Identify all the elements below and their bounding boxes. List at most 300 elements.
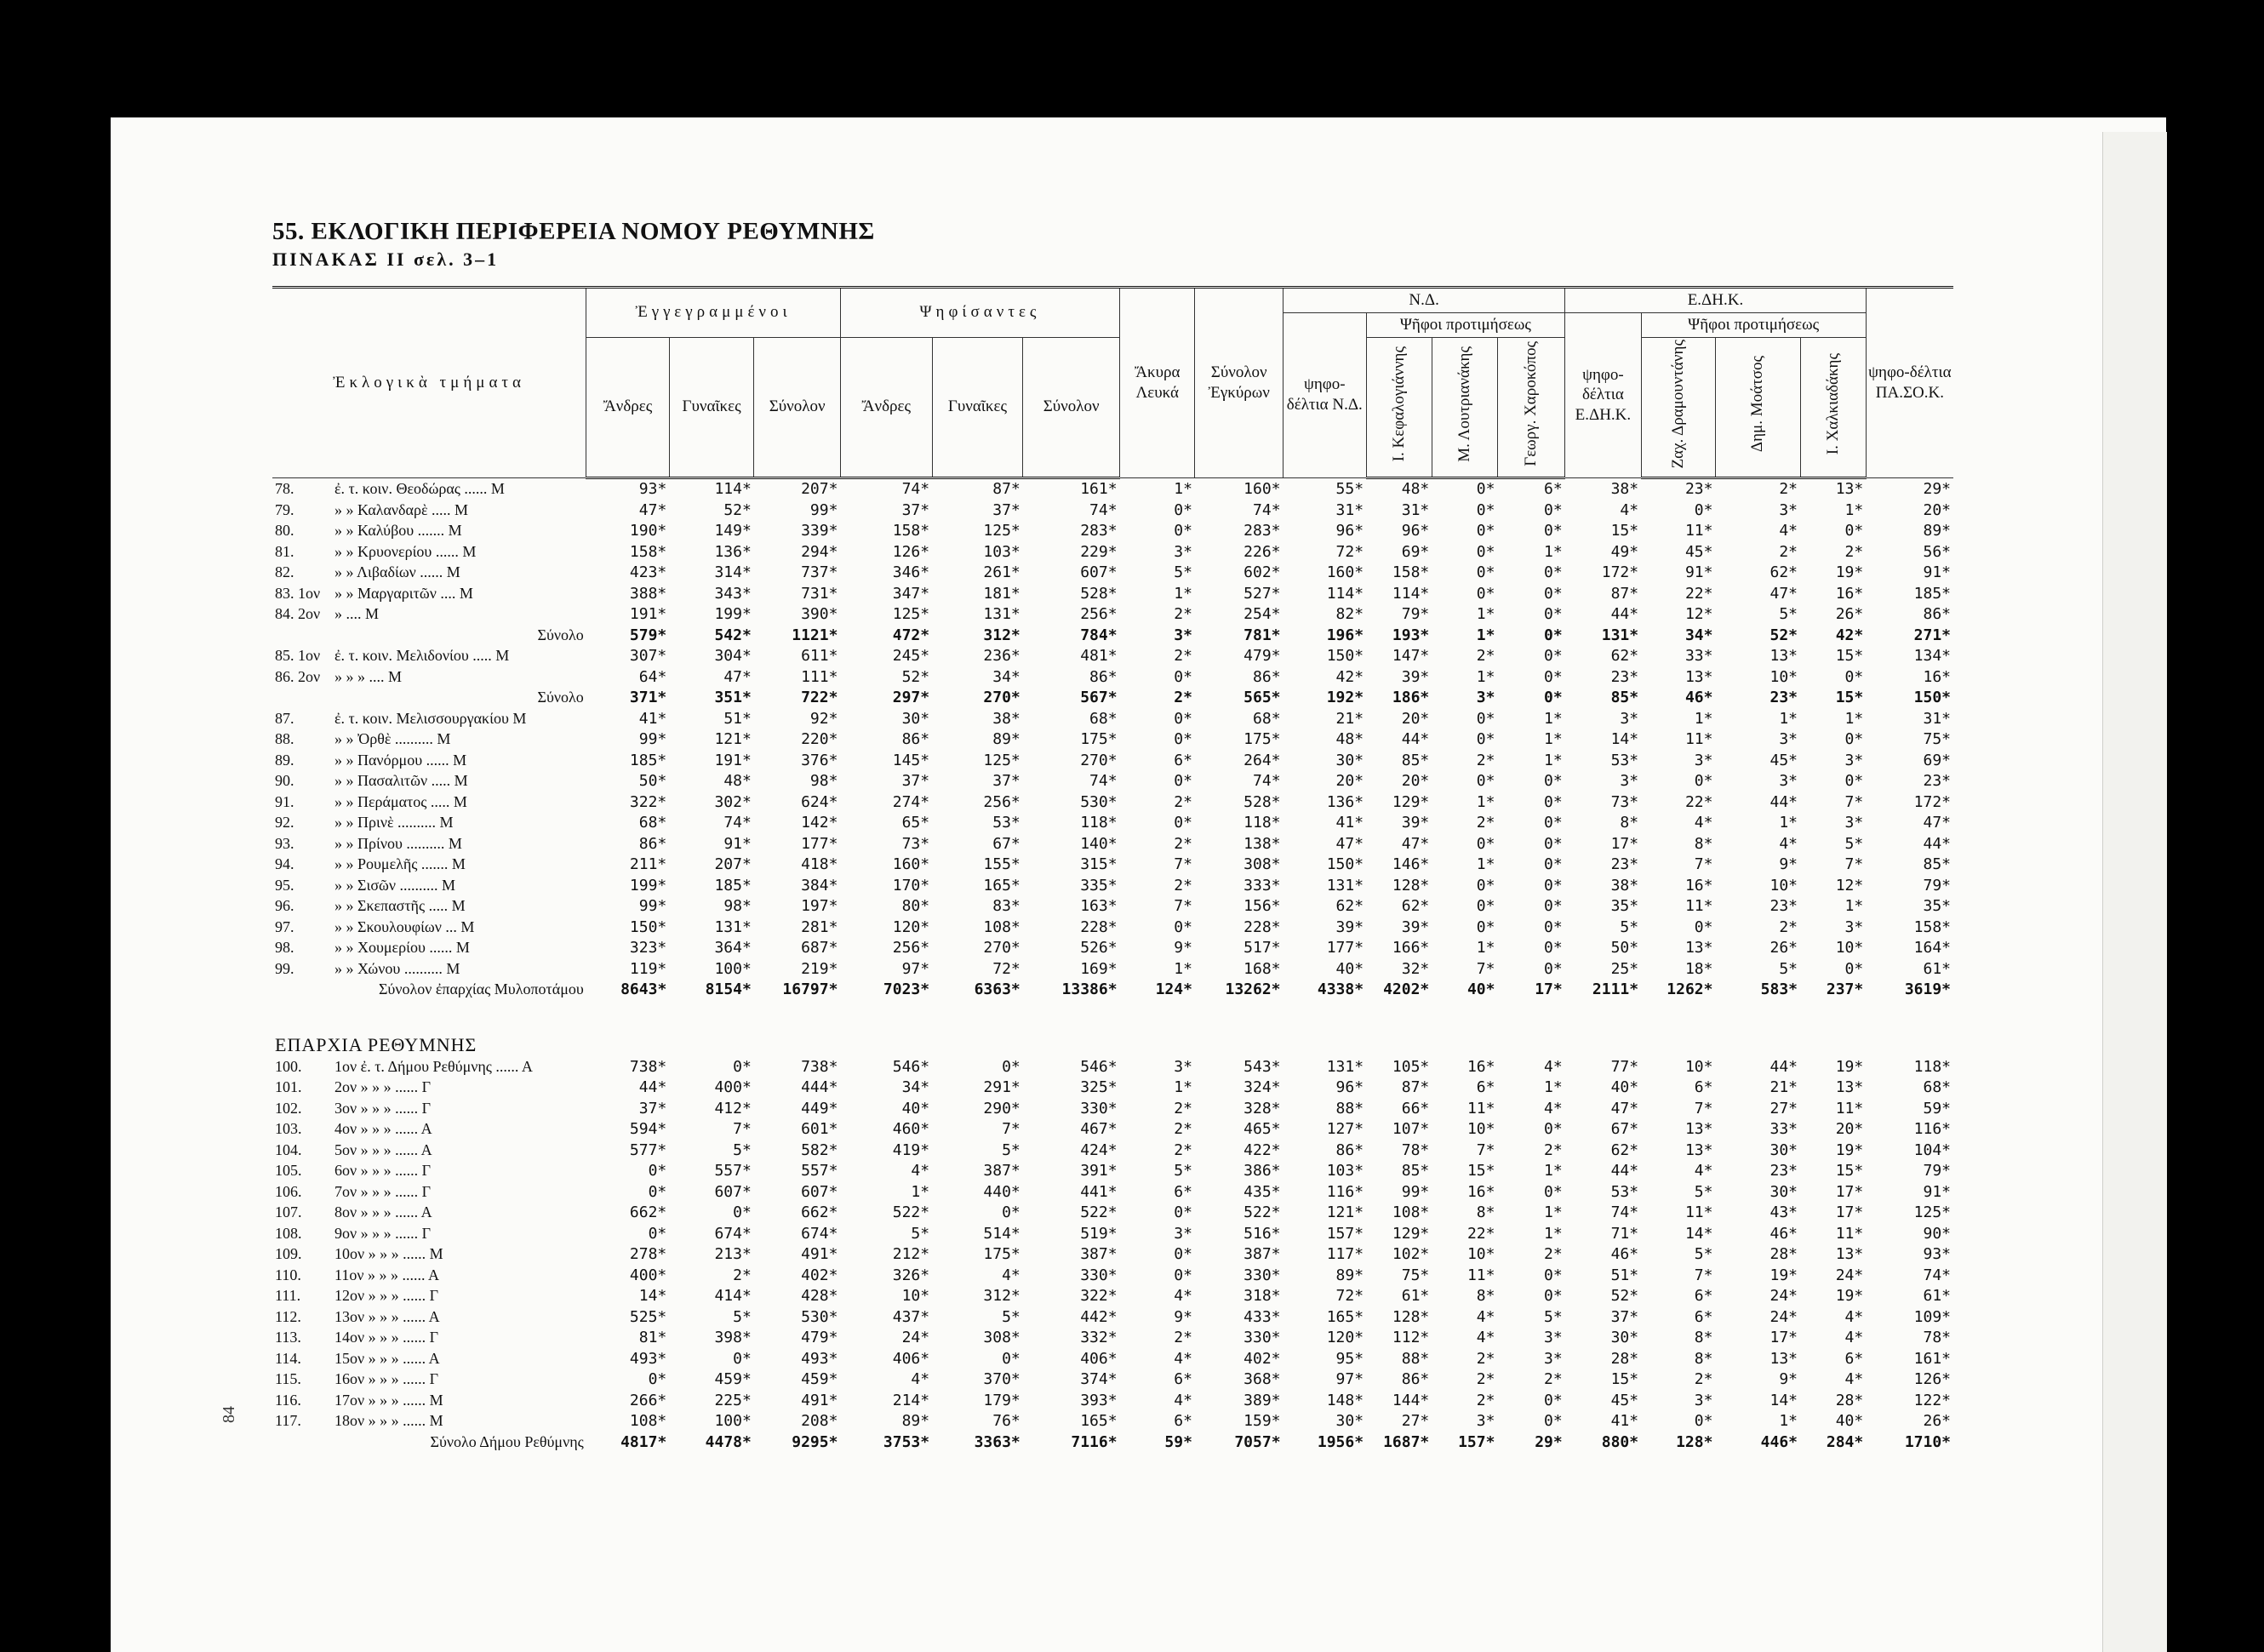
value-cell: 118* xyxy=(1243,814,1281,832)
section-name: » » Ρουμελῆς ....... Μ xyxy=(334,855,466,873)
value-cell: 17* xyxy=(1835,1203,1864,1222)
value-cell: 8* xyxy=(1476,1287,1495,1306)
value-cell: 2* xyxy=(1544,1245,1563,1264)
value-cell: 0* xyxy=(1544,814,1563,832)
value-cell: 687* xyxy=(801,939,838,957)
value-cell: 74* xyxy=(1610,1203,1639,1222)
value-cell: 97* xyxy=(901,959,930,978)
section-label xyxy=(272,1306,586,1328)
value-cell: 11* xyxy=(1684,897,1713,916)
table-row xyxy=(272,1286,1953,1307)
header-ballots-pasok: ψηφο-δέλτια ΠΑ.ΣΟ.Κ. xyxy=(1866,288,1953,478)
value-cell: 136* xyxy=(714,542,752,561)
section-name: » » Μαργαριτῶν .... Μ xyxy=(334,584,473,602)
value-cell: 20* xyxy=(1923,500,1951,519)
section-label xyxy=(272,583,586,604)
value-cell: 2* xyxy=(1174,1140,1192,1159)
value-cell: 30* xyxy=(1610,1329,1639,1347)
value-cell: 0* xyxy=(1544,959,1563,978)
value-cell: 27* xyxy=(1401,1412,1430,1431)
value-cell: 150* xyxy=(629,917,667,936)
value-cell: 67* xyxy=(1610,1120,1639,1139)
value-cell: 82* xyxy=(1335,605,1364,624)
value-cell: 368* xyxy=(1243,1370,1281,1389)
value-cell: 8* xyxy=(1694,1329,1713,1347)
section-name: 14ον » » » ...... Γ xyxy=(334,1329,439,1346)
value-cell: 72* xyxy=(1335,1287,1364,1306)
value-cell: 2* xyxy=(1174,689,1192,707)
value-cell: 213* xyxy=(714,1245,752,1264)
table-row xyxy=(272,958,1953,980)
value-cell: 22* xyxy=(1684,584,1713,603)
value-cell: 278* xyxy=(629,1245,667,1264)
value-cell: 26* xyxy=(1769,939,1798,957)
value-cell: 74* xyxy=(1089,500,1118,519)
value-cell: 2111* xyxy=(1592,980,1639,999)
value-cell: 493* xyxy=(801,1349,838,1368)
value-cell: 119* xyxy=(629,959,667,978)
value-cell: 0* xyxy=(1476,897,1495,916)
row-number: 115. xyxy=(275,1370,301,1388)
value-cell: 5* xyxy=(1544,1307,1563,1326)
value-cell: 391* xyxy=(1080,1162,1118,1180)
value-cell: 5* xyxy=(1844,834,1864,853)
value-cell: 80* xyxy=(901,897,930,916)
value-cell: 8* xyxy=(1476,1203,1495,1222)
value-cell: 131* xyxy=(983,605,1021,624)
value-cell: 0* xyxy=(1174,1245,1192,1264)
section-label xyxy=(272,1161,586,1182)
value-cell: 207* xyxy=(714,855,752,874)
value-cell: 1* xyxy=(1844,500,1864,519)
row-number: 90. xyxy=(275,772,294,790)
value-cell: 0* xyxy=(1476,917,1495,936)
table-row xyxy=(272,813,1953,834)
value-cell: 109* xyxy=(1913,1307,1951,1326)
value-cell: 31* xyxy=(1335,500,1364,519)
row-number: 112. xyxy=(275,1307,301,1325)
section-label xyxy=(272,1390,586,1411)
value-cell: 126* xyxy=(892,542,930,561)
value-cell: 6* xyxy=(1694,1078,1713,1097)
value-cell: 86* xyxy=(1401,1370,1430,1389)
row-number: 110. xyxy=(275,1266,301,1283)
value-cell: 93* xyxy=(638,480,667,499)
value-cell: 607* xyxy=(714,1182,752,1201)
value-cell: 208* xyxy=(801,1412,838,1431)
value-cell: 23* xyxy=(1769,1162,1798,1180)
section-name: ἐ. τ. κοιν. Μελισσουργακίου Μ xyxy=(334,709,527,727)
value-cell: 61* xyxy=(1923,1287,1951,1306)
value-cell: 0* xyxy=(733,1057,752,1076)
value-cell: 4* xyxy=(1694,1162,1713,1180)
value-cell: 89* xyxy=(901,1412,930,1431)
value-cell: 0* xyxy=(1544,834,1563,853)
value-cell: 2* xyxy=(1476,1349,1495,1368)
value-cell: 86* xyxy=(1253,667,1281,686)
header-candidate-dramountanis: Ζαχ. Δραμουντάνης xyxy=(1641,337,1715,477)
value-cell: 166* xyxy=(1392,939,1430,957)
value-cell: 75* xyxy=(1923,730,1951,749)
value-cell: 722* xyxy=(801,689,838,707)
value-cell: 83* xyxy=(992,897,1021,916)
value-cell: 433* xyxy=(1243,1307,1281,1326)
value-cell: 328* xyxy=(1243,1099,1281,1118)
value-cell: 1* xyxy=(1779,709,1798,728)
value-cell: 79* xyxy=(1923,876,1951,895)
value-cell: 322* xyxy=(1080,1287,1118,1306)
value-cell: 261* xyxy=(983,563,1021,582)
value-cell: 156* xyxy=(1243,897,1281,916)
value-cell: 28* xyxy=(1769,1245,1798,1264)
section-name: 2ον » » » ...... Γ xyxy=(334,1078,432,1096)
value-cell: 226* xyxy=(1243,542,1281,561)
value-cell: 52* xyxy=(723,500,752,519)
value-cell: 0* xyxy=(1544,584,1563,603)
value-cell: 65* xyxy=(901,814,930,832)
value-cell: 157* xyxy=(1458,1432,1495,1451)
value-cell: 4202* xyxy=(1383,980,1430,999)
value-cell: 39* xyxy=(1401,667,1430,686)
value-cell: 4* xyxy=(1620,500,1639,519)
value-cell: 0* xyxy=(1174,772,1192,791)
value-cell: 2* xyxy=(1694,1370,1713,1389)
value-cell: 158* xyxy=(892,522,930,540)
header-candidate-charokopos: Γεωργ. Χαροκόπος xyxy=(1497,337,1564,477)
value-cell: 102* xyxy=(1392,1245,1430,1264)
row-number: 93. xyxy=(275,834,294,852)
value-cell: 0* xyxy=(1174,730,1192,749)
section-label xyxy=(272,938,586,959)
table-row xyxy=(272,1203,1953,1224)
table-row xyxy=(272,541,1953,563)
value-cell: 0* xyxy=(1544,855,1563,874)
value-cell: 308* xyxy=(983,1329,1021,1347)
value-cell: 3* xyxy=(1544,1349,1563,1368)
value-cell: 435* xyxy=(1243,1182,1281,1201)
value-cell: 45* xyxy=(1769,751,1798,769)
value-cell: 784* xyxy=(1080,626,1118,644)
section-label xyxy=(272,771,586,792)
row-number: 91. xyxy=(275,792,294,810)
subtotal-row xyxy=(272,625,1953,646)
value-cell: 30* xyxy=(901,709,930,728)
section-label xyxy=(272,1119,586,1140)
value-cell: 158* xyxy=(629,542,667,561)
value-cell: 40* xyxy=(1610,1078,1639,1097)
row-number: 103. xyxy=(275,1120,302,1138)
value-cell: 1* xyxy=(1476,792,1495,811)
value-cell: 2* xyxy=(1174,647,1192,666)
value-cell: 31* xyxy=(1401,500,1430,519)
value-cell: 4* xyxy=(1694,814,1713,832)
value-cell: 71* xyxy=(1610,1224,1639,1243)
value-cell: 339* xyxy=(801,522,838,540)
value-cell: 44* xyxy=(1769,792,1798,811)
row-number: 116. xyxy=(275,1391,301,1409)
value-cell: 1* xyxy=(1174,584,1192,603)
value-cell: 3* xyxy=(1694,1391,1713,1409)
value-cell: 522* xyxy=(1243,1203,1281,1222)
value-cell: 557* xyxy=(714,1162,752,1180)
value-cell: 7057* xyxy=(1234,1432,1281,1451)
value-cell: 781* xyxy=(1243,626,1281,644)
value-cell: 62* xyxy=(1610,647,1639,666)
value-cell: 59* xyxy=(1923,1099,1951,1118)
value-cell: 0* xyxy=(1174,667,1192,686)
value-cell: 90* xyxy=(1923,1224,1951,1243)
value-cell: 24* xyxy=(901,1329,930,1347)
section-name: » » Ὀρθὲ .......... Μ xyxy=(334,730,451,748)
header-registered-total: Σύνολον xyxy=(754,337,841,477)
table-row xyxy=(272,1223,1953,1244)
section-name: 9ον » » » ...... Γ xyxy=(334,1224,432,1242)
value-cell: 271* xyxy=(1913,626,1951,644)
value-cell: 48* xyxy=(723,772,752,791)
value-cell: 0* xyxy=(1174,500,1192,519)
subtotal-row xyxy=(272,688,1953,709)
value-cell: 197* xyxy=(801,897,838,916)
value-cell: 491* xyxy=(801,1245,838,1264)
value-cell: 674* xyxy=(801,1224,838,1243)
value-cell: 5* xyxy=(911,1224,930,1243)
value-cell: 48* xyxy=(1335,730,1364,749)
value-cell: 3* xyxy=(1620,772,1639,791)
value-cell: 414* xyxy=(714,1287,752,1306)
value-cell: 29* xyxy=(1923,479,1951,498)
value-cell: 9* xyxy=(1779,1370,1798,1389)
value-cell: 59* xyxy=(1164,1432,1192,1451)
value-cell: 11* xyxy=(1835,1224,1864,1243)
section-name: ἐ. τ. κοιν. Μελιδονίου ..... Μ xyxy=(334,647,510,665)
section-name: Σύνολο xyxy=(537,626,584,643)
value-cell: 662* xyxy=(801,1203,838,1222)
value-cell: 0* xyxy=(1844,522,1864,540)
value-cell: 7* xyxy=(1694,1099,1713,1118)
row-number: 108. xyxy=(275,1224,302,1242)
value-cell: 446* xyxy=(1760,1432,1798,1451)
value-cell: 121* xyxy=(1326,1203,1364,1222)
section-heading: ΕΠΑΡΧΙΑ ΡΕΘΥΜΝΗΣ xyxy=(275,1034,477,1055)
value-cell: 516* xyxy=(1243,1224,1281,1243)
header-edik-preference: Ψῆφοι προτιμήσεως xyxy=(1641,312,1866,337)
value-cell: 92* xyxy=(809,709,838,728)
value-cell: 49* xyxy=(1610,542,1639,561)
value-cell: 330* xyxy=(1243,1266,1281,1284)
value-cell: 43* xyxy=(1769,1203,1798,1222)
value-cell: 4* xyxy=(1844,1370,1864,1389)
value-cell: 6* xyxy=(1174,1412,1192,1431)
value-cell: 114* xyxy=(1392,584,1430,603)
value-cell: 86* xyxy=(901,730,930,749)
value-cell: 3* xyxy=(1844,917,1864,936)
value-cell: 81* xyxy=(638,1329,667,1347)
row-number: 84. 2ον xyxy=(275,605,321,623)
value-cell: 441* xyxy=(1080,1182,1118,1201)
value-cell: 412* xyxy=(714,1099,752,1118)
table-row xyxy=(272,1411,1953,1432)
table-row xyxy=(272,583,1953,604)
value-cell: 4* xyxy=(1844,1307,1864,1326)
value-cell: 1956* xyxy=(1317,1432,1364,1451)
value-cell: 479* xyxy=(801,1329,838,1347)
value-cell: 530* xyxy=(1080,792,1118,811)
value-cell: 2* xyxy=(1544,1370,1563,1389)
value-cell: 0* xyxy=(1476,834,1495,853)
value-cell: 624* xyxy=(801,792,838,811)
section-name: 4ον » » » ...... Α xyxy=(334,1120,432,1138)
section-label xyxy=(272,729,586,751)
value-cell: 23* xyxy=(1610,667,1639,686)
value-cell: 543* xyxy=(1243,1057,1281,1076)
row-number: 96. xyxy=(275,897,294,915)
value-cell: 99* xyxy=(809,500,838,519)
value-cell: 5* xyxy=(1002,1140,1021,1159)
section-label xyxy=(272,1203,586,1224)
value-cell: 2* xyxy=(1476,1391,1495,1409)
value-cell: 3* xyxy=(1779,772,1798,791)
value-cell: 374* xyxy=(1080,1370,1118,1389)
value-cell: 0* xyxy=(1544,1391,1563,1409)
section-name: » » Κρυονερίου ...... Μ xyxy=(334,542,477,560)
section-label xyxy=(272,708,586,729)
subtotal-label xyxy=(272,688,586,709)
value-cell: 114* xyxy=(714,480,752,499)
value-cell: 13* xyxy=(1684,1140,1713,1159)
value-cell: 87* xyxy=(1610,584,1639,603)
section-name: » » Πασαλιτῶν ..... Μ xyxy=(334,772,468,790)
value-cell: 3* xyxy=(1476,689,1495,707)
value-cell: 326* xyxy=(892,1266,930,1284)
value-cell: 69* xyxy=(1923,751,1951,769)
value-cell: 46* xyxy=(1684,689,1713,707)
value-cell: 25* xyxy=(1610,959,1639,978)
header-voted: Ψηφίσαντες xyxy=(840,288,1119,338)
value-cell: 880* xyxy=(1601,1432,1639,1451)
value-cell: 731* xyxy=(801,584,838,603)
value-cell: 150* xyxy=(1913,689,1951,707)
value-cell: 21* xyxy=(1769,1078,1798,1097)
value-cell: 47* xyxy=(1610,1099,1639,1118)
value-cell: 314* xyxy=(714,563,752,582)
value-cell: 72* xyxy=(992,959,1021,978)
value-cell: 98* xyxy=(809,772,838,791)
value-cell: 108* xyxy=(1392,1203,1430,1222)
value-cell: 62* xyxy=(1401,897,1430,916)
value-cell: 583* xyxy=(1760,980,1798,999)
value-cell: 35* xyxy=(1610,897,1639,916)
value-cell: 50* xyxy=(638,772,667,791)
value-cell: 128* xyxy=(1676,1432,1713,1451)
value-cell: 7116* xyxy=(1071,1432,1118,1451)
row-number: 87. xyxy=(275,709,294,727)
value-cell: 30* xyxy=(1335,1412,1364,1431)
table-row xyxy=(272,792,1953,813)
value-cell: 3* xyxy=(1174,1224,1192,1243)
section-name: » » Πρίνου .......... Μ xyxy=(334,834,462,852)
value-cell: 15* xyxy=(1835,647,1864,666)
value-cell: 1* xyxy=(1544,751,1563,769)
value-cell: 0* xyxy=(1544,792,1563,811)
value-cell: 44* xyxy=(1769,1057,1798,1076)
value-cell: 186* xyxy=(1392,689,1430,707)
value-cell: 546* xyxy=(1080,1057,1118,1076)
value-cell: 46* xyxy=(1769,1224,1798,1243)
value-cell: 99* xyxy=(638,730,667,749)
value-cell: 10* xyxy=(1835,939,1864,957)
value-cell: 24* xyxy=(1769,1287,1798,1306)
value-cell: 270* xyxy=(983,939,1021,957)
header-voted-men: Ἄνδρες xyxy=(840,337,932,477)
value-cell: 6* xyxy=(1174,751,1192,769)
value-cell: 424* xyxy=(1080,1140,1118,1159)
value-cell: 517* xyxy=(1243,939,1281,957)
value-cell: 163* xyxy=(1080,897,1118,916)
value-cell: 104* xyxy=(1913,1140,1951,1159)
value-cell: 4* xyxy=(1174,1391,1192,1409)
value-cell: 459* xyxy=(801,1370,838,1389)
value-cell: 96* xyxy=(1401,522,1430,540)
value-cell: 0* xyxy=(1476,480,1495,499)
value-cell: 270* xyxy=(983,689,1021,707)
value-cell: 2* xyxy=(1476,1370,1495,1389)
value-cell: 7* xyxy=(1174,855,1192,874)
value-cell: 0* xyxy=(648,1370,667,1389)
value-cell: 16* xyxy=(1835,584,1864,603)
section-label xyxy=(272,563,586,584)
section-name: 15ον » » » ...... Α xyxy=(334,1349,440,1367)
section-label xyxy=(272,813,586,834)
table-row xyxy=(272,604,1953,626)
value-cell: 79* xyxy=(1923,1162,1951,1180)
value-cell: 50* xyxy=(1610,939,1639,957)
value-cell: 1* xyxy=(911,1182,930,1201)
value-cell: 125* xyxy=(1913,1203,1951,1222)
value-cell: 77* xyxy=(1610,1057,1639,1076)
value-cell: 1* xyxy=(1779,1412,1798,1431)
value-cell: 74* xyxy=(1089,772,1118,791)
value-cell: 0* xyxy=(1544,647,1563,666)
value-cell: 160* xyxy=(1243,479,1281,498)
value-cell: 270* xyxy=(1080,751,1118,769)
value-cell: 1* xyxy=(1174,1078,1192,1097)
value-cell: 283* xyxy=(1080,522,1118,540)
header-ballots-edik: ψηφο-δέλτια Ε.ΔΗ.Κ. xyxy=(1565,312,1641,477)
subtotal-row xyxy=(272,980,1953,1001)
value-cell: 565* xyxy=(1243,689,1281,707)
header-valid: Σύνολον Ἐγκύρων xyxy=(1195,288,1284,478)
value-cell: 108* xyxy=(629,1412,667,1431)
value-cell: 191* xyxy=(714,751,752,769)
value-cell: 96* xyxy=(1335,1078,1364,1097)
value-cell: 125* xyxy=(983,751,1021,769)
value-cell: 76* xyxy=(992,1412,1021,1431)
section-label xyxy=(272,1098,586,1119)
value-cell: 5* xyxy=(1620,917,1639,936)
value-cell: 1262* xyxy=(1667,980,1713,999)
row-number: 78. xyxy=(275,479,294,497)
value-cell: 88* xyxy=(1401,1349,1430,1368)
value-cell: 86* xyxy=(1089,667,1118,686)
section-label xyxy=(272,875,586,896)
section-name: 13ον » » » ...... Α xyxy=(334,1307,440,1325)
value-cell: 10* xyxy=(1466,1120,1495,1139)
value-cell: 325* xyxy=(1080,1078,1118,1097)
value-cell: 24* xyxy=(1835,1266,1864,1284)
section-name: » » Σκεπαστῆς ..... Μ xyxy=(334,897,466,915)
header-registered: Ἐγγεγραμμένοι xyxy=(586,288,841,338)
value-cell: 400* xyxy=(714,1078,752,1097)
